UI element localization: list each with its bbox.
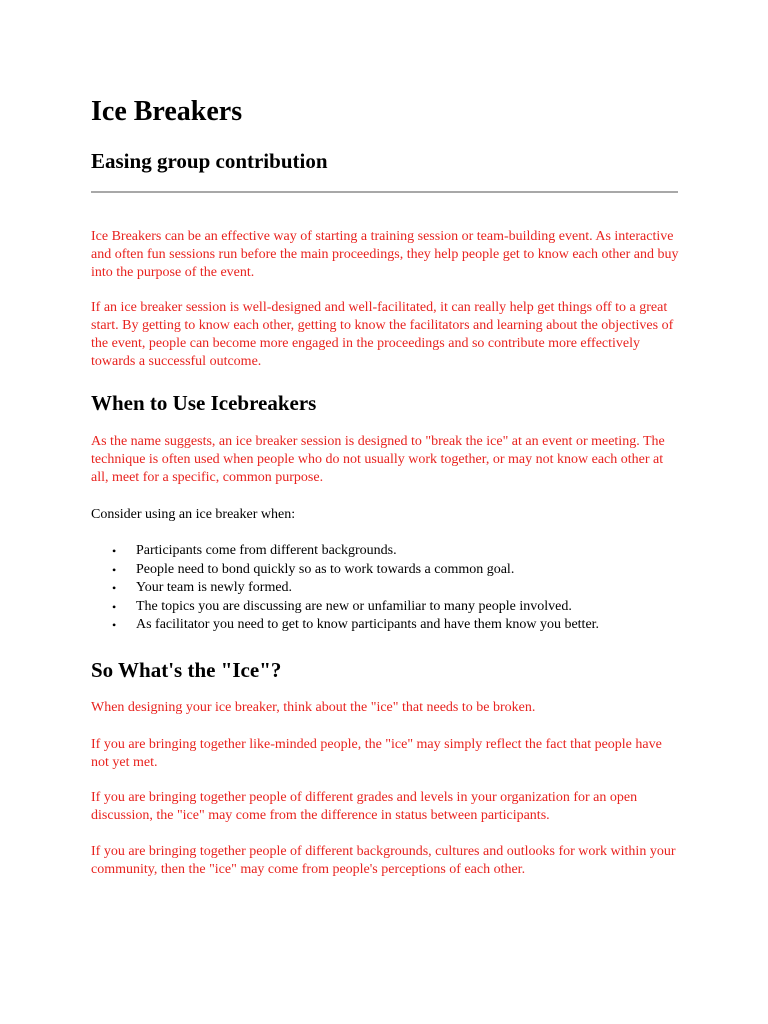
list-item-text: Participants come from different backgrounds.: [136, 543, 397, 558]
list-item: [91, 616, 681, 635]
list-item: [91, 542, 681, 561]
page-subtitle: Easing group contribution: [91, 149, 328, 173]
ice-paragraph-1: When designing your ice breaker, think about the "ice" that needs to be broken.: [91, 700, 536, 715]
intro-paragraph-1: Ice Breakers can be an effective way of starting a training session or team-building event. As interactive and often fun sessions run before the main proceedings, they help people get to know each other and buy into the purpose of the event.: [91, 229, 679, 280]
when-lead: Consider using an ice breaker when:: [91, 507, 296, 522]
when-bullet-list: [91, 542, 681, 635]
bullet-icon: •: [112, 618, 117, 633]
list-item: [91, 598, 681, 617]
intro-paragraph-2: If an ice breaker session is well-designed and well-facilitated, it can really help get things off to a great start. By getting to know each other, getting to know the facilitators and learning about the objectives of the event, people can become more engaged in the proceedings and so contribute more effectively towards a successful outcome.: [91, 300, 674, 369]
page-title: Ice Breakers: [91, 96, 243, 127]
bullet-icon: •: [112, 599, 117, 614]
bullet-icon: •: [112, 544, 117, 558]
bullet-icon: •: [112, 581, 117, 596]
list-item-text: As facilitator you need to get to know participants and have them know you better.: [136, 617, 600, 633]
list-item: [91, 579, 681, 598]
ice-paragraph-3: If you are bringing together people of different grades and levels in your organization for an open discussion, the "ice" may come from the difference in status between participants.: [91, 790, 638, 823]
list-item-text: Your team is newly formed.: [136, 580, 293, 596]
horizontal-rule: [91, 191, 678, 193]
list-item-text: The topics you are discussing are new or unfamiliar to many people involved.: [136, 598, 572, 614]
list-item-text: People need to bond quickly so as to work towards a common goal.: [136, 561, 515, 577]
section-heading-when: When to Use Icebreakers: [91, 391, 317, 415]
when-paragraph: As the name suggests, an ice breaker session is designed to "break the ice" at an event or meeting. The technique is often used when people who do not usually work together, or may not know each other at all, meet for a specific, common purpose.: [91, 434, 665, 485]
ice-paragraph-2: If you are bringing together like-minded people, the "ice" may simply reflect the fact that people have not yet met.: [91, 737, 662, 770]
list-item: [91, 561, 681, 580]
bullet-icon: •: [112, 562, 117, 577]
section-heading-ice: So What's the "Ice"?: [91, 658, 282, 682]
ice-paragraph-4: If you are bringing together people of different backgrounds, cultures and outlooks for work within your community, then the "ice" may come from people's perceptions of each other.: [91, 844, 676, 877]
